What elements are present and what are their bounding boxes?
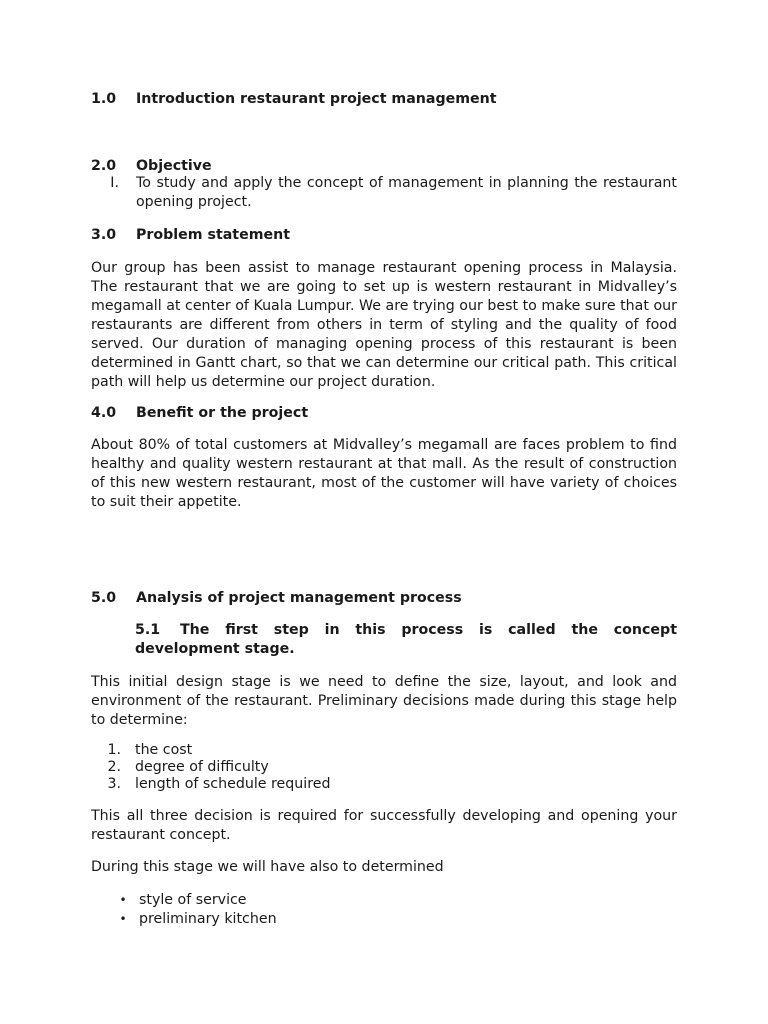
section-1-heading xyxy=(91,90,497,109)
list-item xyxy=(91,742,677,759)
subsection-5-1-title: The first step in this process is called the concept development stage. xyxy=(135,622,677,657)
list-item-text: style of service xyxy=(139,892,247,908)
list-item-text: length of schedule required xyxy=(135,776,331,792)
section-4-heading xyxy=(91,404,308,423)
determine-numbered-list xyxy=(91,742,677,793)
concept-stage-paragraph: This initial design stage is we need to define the size, layout, and look and environment of the restaurant. Preliminary decisions made during this stage help to determine: xyxy=(91,674,677,728)
section-1-title: Introduction restaurant project management xyxy=(136,91,497,107)
decision-paragraph: This all three decision is required for successfully developing and opening your restaurant concept. xyxy=(91,808,677,843)
determine-bullet-list xyxy=(91,891,677,929)
objective-text: To study and apply the concept of management in planning the restaurant opening project. xyxy=(136,175,677,210)
list-marker: 1. xyxy=(107,742,121,758)
list-item-text: the cost xyxy=(135,742,193,758)
subsection-5-1-heading xyxy=(135,621,677,659)
list-marker: 2. xyxy=(107,759,121,775)
list-item-text: preliminary kitchen xyxy=(139,911,277,927)
bullet-marker: • xyxy=(119,912,127,926)
benefit-paragraph: About 80% of total customers at Midvalley’s megamall are faces problem to find healthy and quality western restaurant at that mall. As the result of construction of this new western restaurant, most of the customer will have variety of choices to suit their appetite. xyxy=(91,437,677,510)
list-item xyxy=(91,910,677,929)
section-4-number: 4.0 xyxy=(91,405,117,421)
determine-intro-paragraph: During this stage we will have also to determined xyxy=(91,859,444,875)
section-2-title: Objective xyxy=(136,158,212,174)
list-item xyxy=(91,891,677,910)
list-item xyxy=(91,759,677,776)
section-3-number: 3.0 xyxy=(91,227,117,243)
list-item xyxy=(91,776,677,793)
list-marker: I. xyxy=(110,175,119,191)
list-marker: 3. xyxy=(107,776,121,792)
section-4-title: Benefit or the project xyxy=(136,405,309,421)
section-2-number: 2.0 xyxy=(91,158,117,174)
section-5-title: Analysis of project management process xyxy=(136,590,462,606)
section-5-number: 5.0 xyxy=(91,590,117,606)
problem-statement-paragraph: Our group has been assist to manage restaurant opening process in Malaysia. The restaurant that we are going to set up is western restaurant in Midvalley’s megamall at center of Kuala Lumpur. We are trying our best to make sure that our restaurants are different from others in term of styling and the quality of food served. Our duration of managing opening process of this restaurant is been determined in Gantt chart, so that we can determine our critical path. This critical path will help us determine our project duration. xyxy=(91,260,677,390)
bullet-marker: • xyxy=(119,893,127,907)
subsection-5-1-number: 5.1 xyxy=(135,622,161,638)
section-1-number: 1.0 xyxy=(91,91,117,107)
list-item-text: degree of difficulty xyxy=(135,759,269,775)
objective-list xyxy=(91,174,677,212)
section-5-heading xyxy=(91,589,462,608)
list-item xyxy=(91,174,677,212)
section-3-heading xyxy=(91,226,290,245)
section-3-title: Problem statement xyxy=(136,227,290,243)
